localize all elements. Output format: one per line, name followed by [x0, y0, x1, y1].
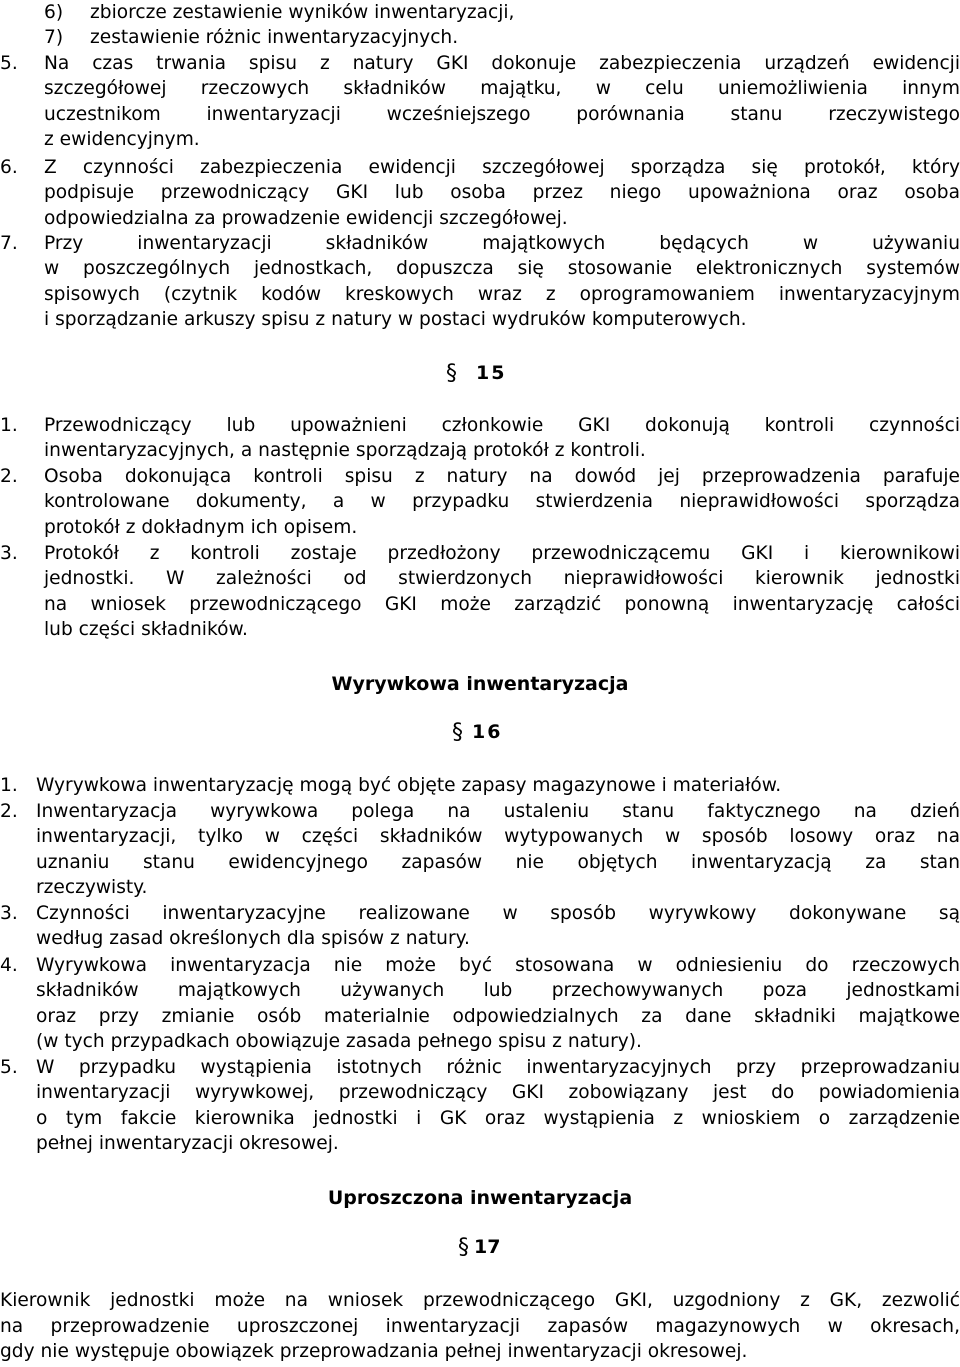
list-item-line: spisowych (czytnik kodów kreskowych wraz z oprogramowaniem inwentaryzacyjnym — [44, 283, 960, 305]
section-heading-16 — [452, 721, 532, 749]
list-item-line: na wniosek przewodniczącego GKI może zarządzić ponowną inwentaryzację całości — [44, 593, 960, 615]
list-item-line: inwentaryzacyjnych, a następnie sporządzają protokół z kontroli. — [44, 440, 646, 462]
section-heading-17 — [458, 1236, 538, 1264]
list-item-line: odpowiedzialna za prowadzenie ewidencji szczegółowej. — [44, 207, 568, 229]
list-item-line: według zasad określonych dla spisów z natury. — [36, 928, 470, 950]
list-item-line: zbiorcze zestawienie wyników inwentaryzacji, — [90, 2, 515, 23]
list-item-line: inwentaryzacji, tylko w części składników wytypowanych w sposób losowy oraz na — [36, 826, 960, 848]
list-item-line: Czynności inwentaryzacyjne realizowane w sposób wyrywkowy dokonywane są — [36, 903, 960, 924]
paragraph-line: gdy nie występuje obowiązek przeprowadzania pełnej inwentaryzacji okresowej. — [0, 1341, 748, 1362]
section-heading-15 — [446, 362, 526, 390]
list-item-line: uznaniu stanu ewidencyjnego zapasów nie objętych inwentaryzacją za stan — [36, 851, 960, 873]
list-item-line: szczegółowej rzeczowych składników majątku, w celu uniemożliwienia innym — [44, 78, 960, 100]
list-item-number: 6. — [0, 157, 18, 178]
list-item-line: jednostki. W zależności od stwierdzonych nieprawidłowości kierownik jednostki — [44, 568, 960, 590]
section-title: Uproszczona inwentaryzacja — [327, 1187, 633, 1209]
list-item-number: 2. — [0, 466, 18, 487]
list-item-line: rzeczywisty. — [36, 877, 148, 899]
section-number: 16 — [472, 721, 503, 743]
list-item-line: (w tych przypadkach obowiązuje zasada pełnego spisu z natury). — [36, 1031, 642, 1053]
list-item-line: składników majątkowych używanych lub przechowywanych poza jednostkami — [36, 980, 960, 1002]
list-item-line: lub części składników. — [44, 619, 248, 641]
list-item-line: Przy inwentaryzacji składników majątkowych będących w używaniu — [44, 233, 960, 254]
list-item-number: 5. — [0, 1057, 18, 1078]
list-item-line: kontrolowane dokumenty, a w przypadku stwierdzenia nieprawidłowości sporządza — [44, 491, 960, 513]
section-number: 17 — [474, 1236, 501, 1258]
section-mark: § — [452, 720, 465, 745]
list-item-line: Wyrywkowa inwentaryzacja nie może być stosowana w odniesieniu do rzeczowych — [36, 955, 960, 976]
list-item-line: i sporządzanie arkuszy spisu z natury w postaci wydruków komputerowych. — [44, 309, 747, 331]
list-item-line: podpisuje przewodniczący GKI lub osoba przez niego upoważniona oraz osoba — [44, 182, 960, 204]
list-item-number: 7. — [0, 233, 18, 254]
list-item-number: 2. — [0, 801, 18, 822]
list-item-number: 6) — [44, 2, 64, 23]
list-item-number: 3. — [0, 543, 18, 564]
list-item-line: Protokół z kontroli zostaje przedłożony przewodniczącemu GKI i kierownikowi — [44, 543, 960, 564]
paragraph-line: Kierownik jednostki może na wniosek przewodniczącego GKI, uzgodniony z GK, zezwolić — [0, 1290, 960, 1311]
list-item-line: w poszczególnych jednostkach, dopuszcza się stosowanie elektronicznych systemów — [44, 258, 960, 280]
list-item-line: Inwentaryzacja wyrywkowa polega na ustaleniu stanu faktycznego na dzień — [36, 801, 960, 822]
list-item-number: 1. — [0, 415, 18, 436]
list-item-line: uczestnikom inwentaryzacji wcześniejszego porównania stanu rzeczywistego — [44, 103, 960, 125]
list-item-line: Przewodniczący lub upoważnieni członkowie GKI dokonują kontroli czynności — [44, 415, 960, 436]
list-item-line: Wyrywkowa inwentaryzację mogą być objęte zapasy magazynowe i materiałów. — [36, 775, 782, 796]
list-item-line: Na czas trwania spisu z natury GKI dokonuje zabezpieczenia urządzeń ewidencji — [44, 53, 960, 74]
list-item-line: z ewidencyjnym. — [44, 129, 200, 151]
list-item-number: 3. — [0, 903, 18, 924]
paragraph-line: na przeprowadzenie uproszczonej inwentaryzacji zapasów magazynowych w okresach, — [0, 1316, 960, 1337]
list-item-line: pełnej inwentaryzacji okresowej. — [36, 1133, 339, 1155]
list-item-line: zestawienie różnic inwentaryzacyjnych. — [90, 27, 459, 48]
list-item-line: oraz przy zmianie osób materialnie odpowiedzialnych za dane składniki majątkowe — [36, 1005, 960, 1027]
list-item-line: Z czynności zabezpieczenia ewidencji szczegółowej sporządza się protokół, który — [44, 157, 960, 178]
list-item-line: protokół z dokładnym ich opisem. — [44, 516, 358, 538]
list-item-number: 1. — [0, 775, 18, 796]
list-item-line: o tym fakcie kierownika jednostki i GK oraz wystąpienia z wnioskiem o zarządzenie — [36, 1107, 960, 1129]
list-item-line: Osoba dokonująca kontroli spisu z natury na dowód jej przeprowadzenia parafuje — [44, 466, 960, 487]
list-item-line: W przypadku wystąpienia istotnych różnic inwentaryzacyjnych przy przeprowadzaniu — [36, 1057, 960, 1078]
section-mark: § — [458, 1235, 471, 1260]
list-item-number: 5. — [0, 53, 18, 74]
list-item-line: inwentaryzacji wyrywkowej, przewodniczący GKI zobowiązany jest do powiadomienia — [36, 1082, 960, 1104]
list-item-number: 4. — [0, 955, 18, 976]
section-number: 15 — [476, 362, 507, 384]
section-title: Wyrywkowa inwentaryzacja — [331, 673, 629, 695]
section-mark: § — [446, 361, 459, 386]
list-item-number: 7) — [44, 27, 64, 48]
